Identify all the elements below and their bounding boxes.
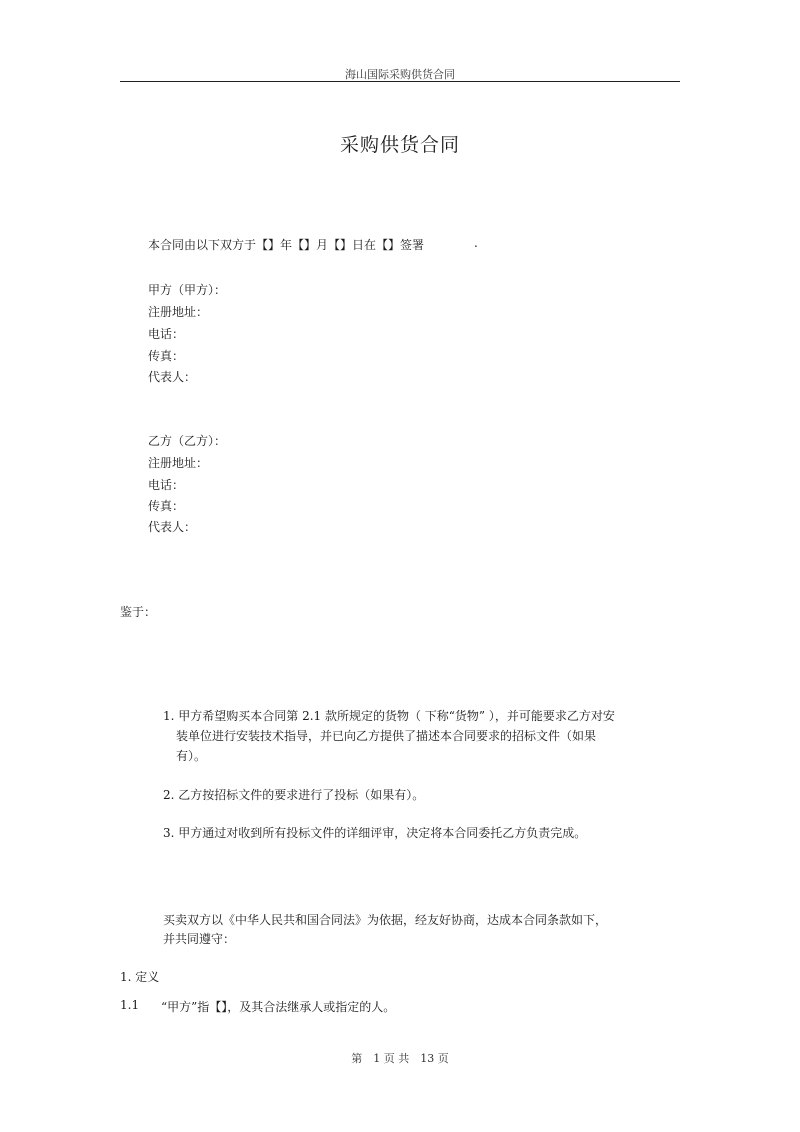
party-a-fax: 传真： (148, 349, 185, 363)
agreement-line-2: 并共同遵守： (163, 932, 236, 946)
recital-3: 3. 甲方通过对收到所有投标文件的详细评审，决定将本合同委托乙方负责完成。 (163, 826, 587, 840)
header-divider (120, 81, 680, 82)
section-1-heading: 1. 定义 (120, 970, 160, 984)
agreement-line-1: 买卖双方以《中华人民共和国合同法》为依据，经友好协商，达成本合同条款如下， (163, 913, 608, 927)
recital-1-line-2: 装单位进行安装技术指导，并已向乙方提供了描述本合同要求的招标文件（如果 (176, 729, 597, 743)
recital-1-line-3: 有）。 (176, 749, 207, 763)
clause-1-1-number: 1.1 (120, 998, 140, 1012)
recital-2: 2. 乙方按招标文件的要求进行了投标（如果有）。 (163, 788, 425, 802)
party-a-name: 甲方（甲方）： (148, 283, 227, 297)
party-b-phone: 电话： (148, 478, 185, 492)
party-a-phone: 电话： (148, 327, 185, 341)
page-header: 海山国际采购供货合同 (345, 68, 455, 81)
party-b-address: 注册地址： (148, 456, 209, 470)
whereas-label: 鉴于： (120, 605, 157, 619)
party-a-address: 注册地址： (148, 305, 209, 319)
party-b-name: 乙方（乙方）： (148, 434, 227, 448)
intro-line: 本合同由以下双方于【】年【】月【】日在【】签署 (148, 238, 425, 252)
party-b-rep: 代表人： (148, 520, 197, 534)
recital-1-line-1: 1. 甲方希望购买本合同第 2.1 款所规定的货物（ 下称“货物” ），并可能要求乙方对安 (163, 709, 615, 723)
clause-1-1-text: “甲方”指【】，及其合法继承人或指定的人。 (161, 1000, 396, 1014)
party-a-rep: 代表人： (148, 370, 197, 384)
party-b-fax: 传真： (148, 499, 185, 513)
intro-dot: . (474, 236, 478, 250)
document-title: 采购供货合同 (339, 134, 460, 156)
page-number: 第 1 页 共 13 页 (351, 1052, 449, 1065)
